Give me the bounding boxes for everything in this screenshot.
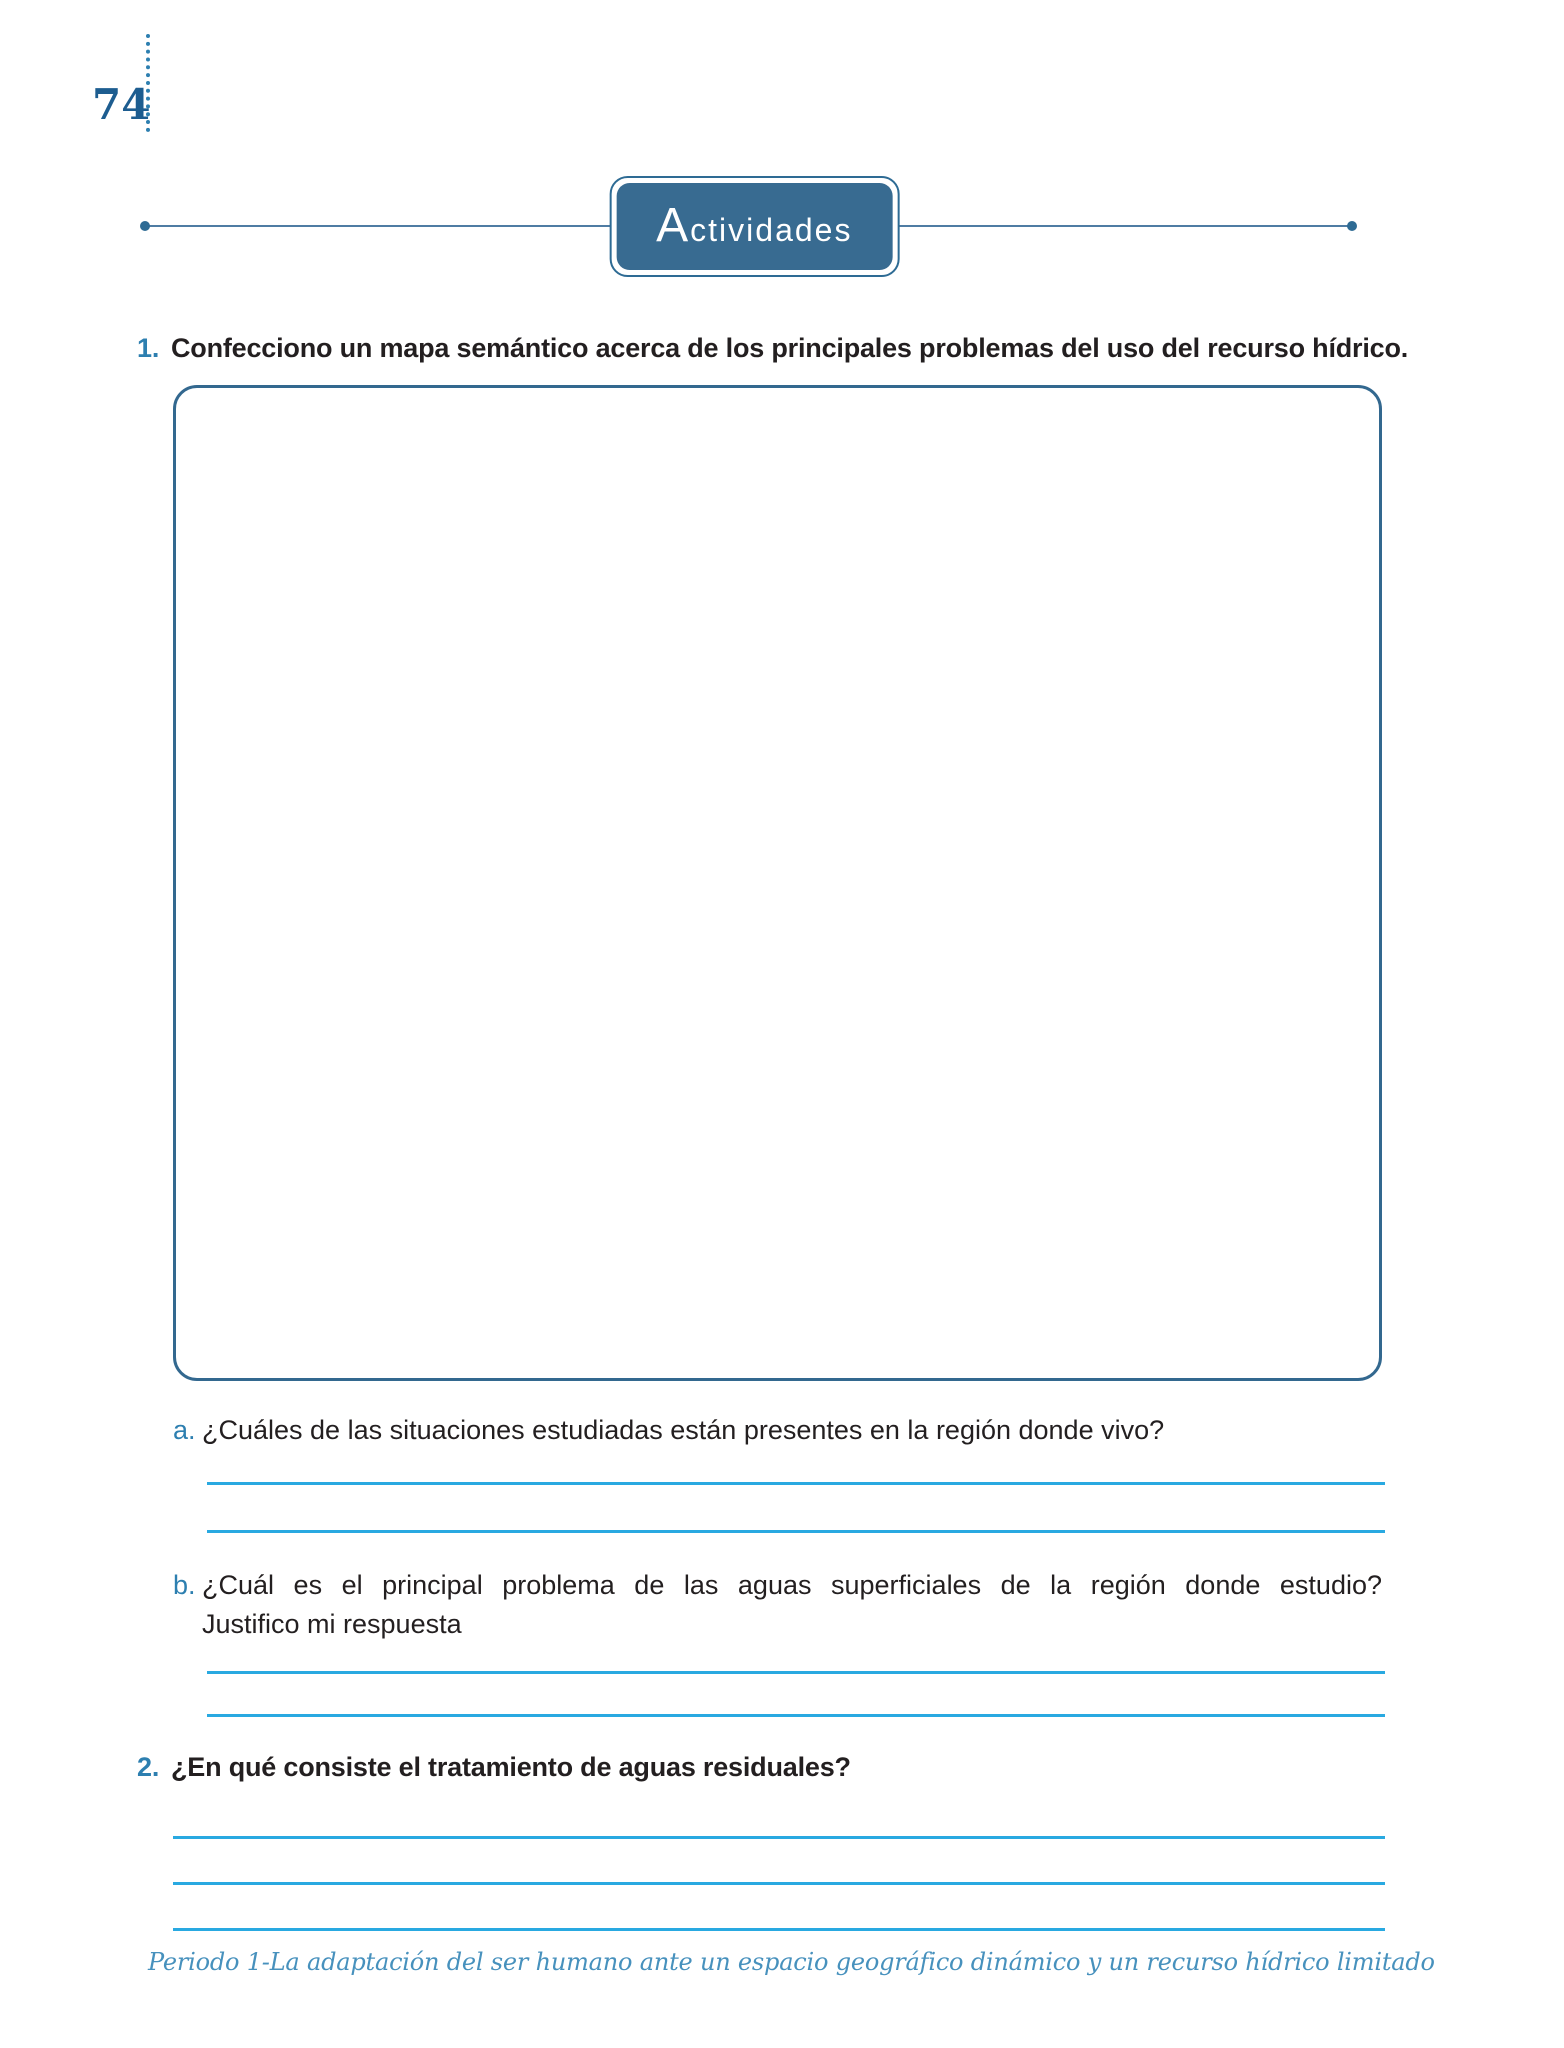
sub-item-b-marker: b. [173,1570,196,1600]
header-endpoint-dot-left [140,221,150,231]
answer-line [173,1836,1385,1839]
footer-text: Periodo 1-La adaptación del ser humano ante un espacio geográfico dinámico y un recurso hídrico limitado [148,1948,1435,1976]
item-2 [137,1752,1385,1783]
header-endpoint-dot-right [1347,221,1357,231]
page-number-dotted-rule [146,34,150,132]
item-1-marker: 1. [137,333,160,363]
activities-title: Actividades [616,183,892,270]
answer-line [173,1928,1385,1931]
sub-item-a-text: ¿Cuáles de las situaciones estudiadas están presentes en la región donde vivo? [202,1415,1165,1445]
answer-line [207,1714,1385,1717]
activities-header [143,176,1354,277]
sub-item-b-text-line1: ¿Cuál es el principal problema de las aguas superficiales de la región donde estudio? [202,1570,1382,1600]
item-2-text: ¿En qué consiste el tratamiento de aguas residuales? [171,1752,851,1782]
sub-item-b [173,1570,1382,1640]
answer-line [173,1882,1385,1885]
sub-item-a-marker: a. [173,1415,196,1445]
item-1 [137,333,1409,364]
activities-title-box [609,176,899,277]
item-1-text: Confecciono un mapa semántico acerca de los principales problemas del uso del recurso hídrico. [171,333,1409,363]
answer-lines-2 [173,1836,1385,1931]
sub-item-a [173,1415,1382,1446]
answer-line [207,1530,1385,1533]
answer-lines-a [207,1482,1385,1533]
semantic-map-box [173,385,1382,1381]
item-2-marker: 2. [137,1752,160,1782]
answer-line [207,1482,1385,1485]
answer-line [207,1671,1385,1674]
answer-lines-b [207,1671,1385,1717]
page-number: 74 [92,80,151,129]
sub-item-b-text-line2: Justifico mi respuesta [202,1609,462,1639]
